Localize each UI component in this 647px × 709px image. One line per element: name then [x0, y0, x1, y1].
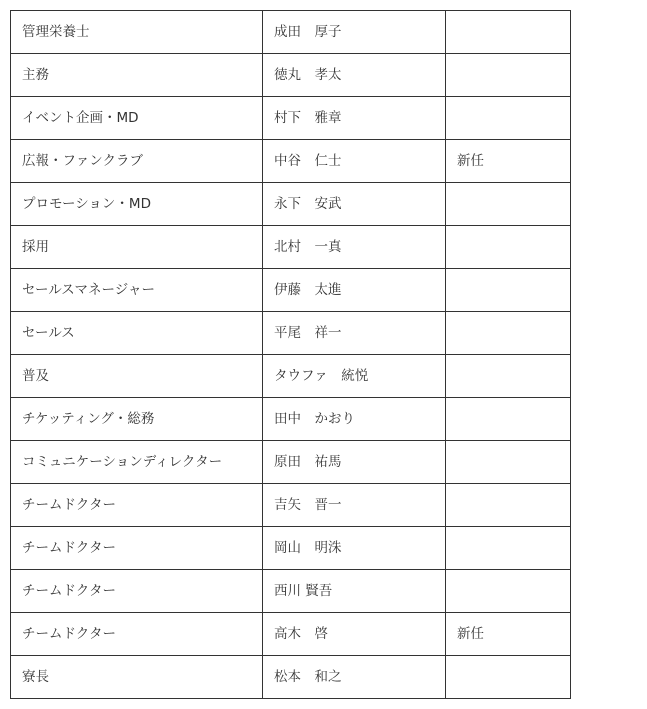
- role-cell: チームドクター: [11, 613, 263, 656]
- name-cell: 永下 安武: [263, 183, 446, 226]
- name-cell: 田中 かおり: [263, 398, 446, 441]
- table-row: [11, 570, 571, 613]
- name-cell: 平尾 祥一: [263, 312, 446, 355]
- role-cell: コミュニケーションディレクター: [11, 441, 263, 484]
- note-cell: 新任: [446, 140, 571, 183]
- role-cell: 寮長: [11, 656, 263, 699]
- role-cell: セールスマネージャー: [11, 269, 263, 312]
- table-row: [11, 355, 571, 398]
- staff-table: [10, 10, 571, 699]
- staff-table-body: [11, 11, 571, 699]
- name-cell: 徳丸 孝太: [263, 54, 446, 97]
- note-cell: [446, 269, 571, 312]
- name-cell: 成田 厚子: [263, 11, 446, 54]
- name-cell: 高木 啓: [263, 613, 446, 656]
- note-cell: [446, 656, 571, 699]
- name-cell: 中谷 仁士: [263, 140, 446, 183]
- table-row: [11, 398, 571, 441]
- table-row: [11, 97, 571, 140]
- table-row: [11, 484, 571, 527]
- name-cell: 北村 一真: [263, 226, 446, 269]
- name-cell: 原田 祐馬: [263, 441, 446, 484]
- table-row: [11, 527, 571, 570]
- note-cell: [446, 97, 571, 140]
- role-cell: 採用: [11, 226, 263, 269]
- note-cell: [446, 527, 571, 570]
- table-row: [11, 183, 571, 226]
- role-cell: セールス: [11, 312, 263, 355]
- table-row: [11, 312, 571, 355]
- name-cell: タウファ 統悦: [263, 355, 446, 398]
- name-cell: 松本 和之: [263, 656, 446, 699]
- note-cell: [446, 11, 571, 54]
- table-row: [11, 613, 571, 656]
- role-cell: 普及: [11, 355, 263, 398]
- note-cell: [446, 398, 571, 441]
- name-cell: 村下 雅章: [263, 97, 446, 140]
- table-row: [11, 140, 571, 183]
- name-cell: 西川 賢吾: [263, 570, 446, 613]
- table-row: [11, 226, 571, 269]
- role-cell: チームドクター: [11, 527, 263, 570]
- note-cell: [446, 312, 571, 355]
- note-cell: [446, 54, 571, 97]
- note-cell: [446, 183, 571, 226]
- name-cell: 吉矢 晋一: [263, 484, 446, 527]
- role-cell: チームドクター: [11, 570, 263, 613]
- note-cell: [446, 484, 571, 527]
- note-cell: [446, 570, 571, 613]
- table-row: [11, 656, 571, 699]
- table-row: [11, 54, 571, 97]
- role-cell: 主務: [11, 54, 263, 97]
- name-cell: 岡山 明洙: [263, 527, 446, 570]
- note-cell: [446, 441, 571, 484]
- note-cell: [446, 226, 571, 269]
- note-cell: 新任: [446, 613, 571, 656]
- note-cell: [446, 355, 571, 398]
- role-cell: 広報・ファンクラブ: [11, 140, 263, 183]
- table-row: [11, 269, 571, 312]
- name-cell: 伊藤 太進: [263, 269, 446, 312]
- table-row: [11, 11, 571, 54]
- role-cell: プロモーション・MD: [11, 183, 263, 226]
- role-cell: イベント企画・MD: [11, 97, 263, 140]
- role-cell: 管理栄養士: [11, 11, 263, 54]
- role-cell: チケッティング・総務: [11, 398, 263, 441]
- table-row: [11, 441, 571, 484]
- role-cell: チームドクター: [11, 484, 263, 527]
